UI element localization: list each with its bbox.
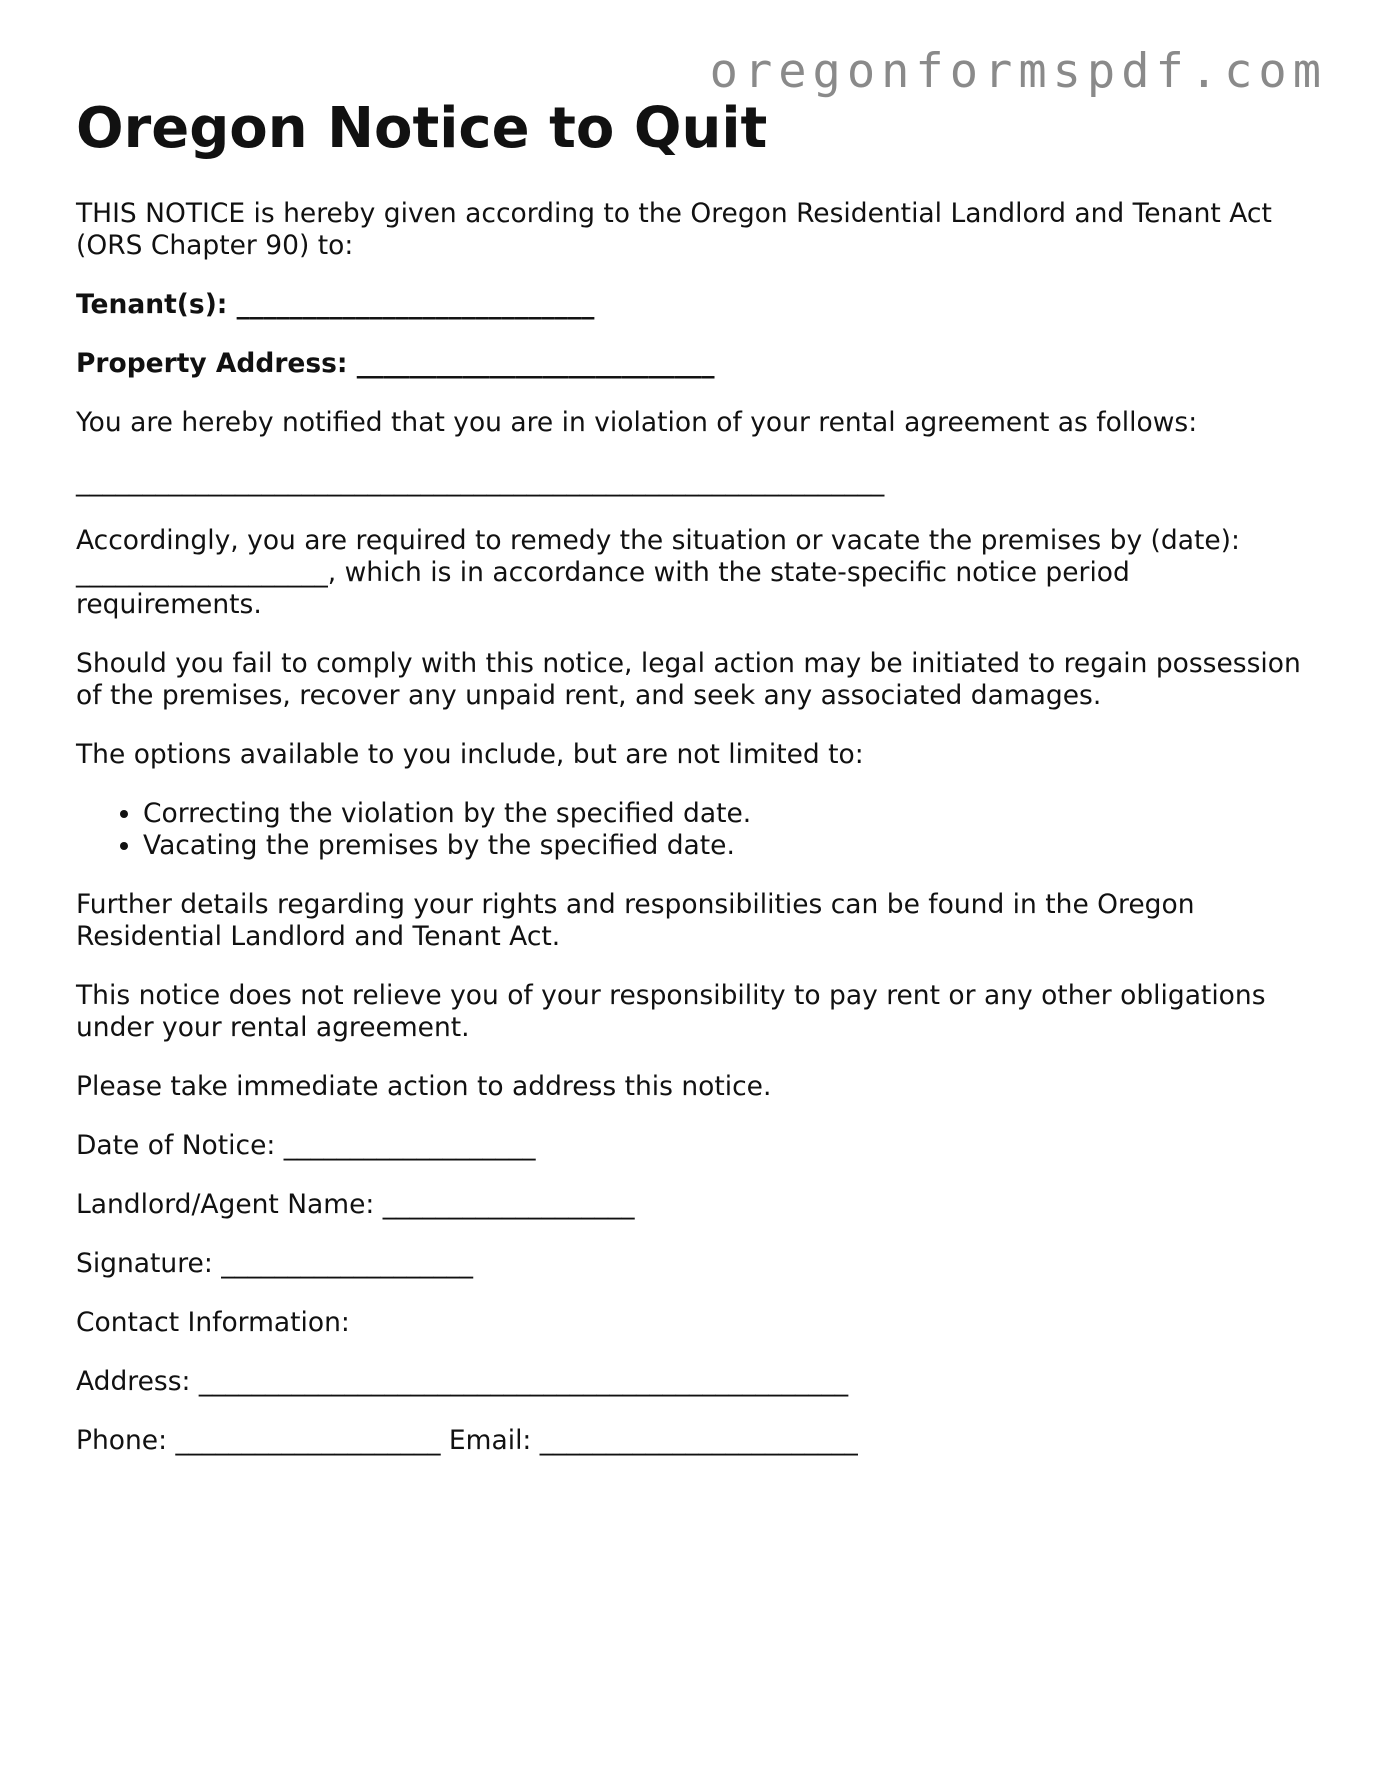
- signature-blank[interactable]: ___________________: [221, 1248, 473, 1279]
- address-label: Address:: [76, 1366, 191, 1397]
- intro-paragraph: THIS NOTICE is hereby given according to the Oregon Residential Landlord and Tenant Act (ORS Chapter 90) to:: [76, 198, 1272, 261]
- remedy-paragraph: [76, 525, 1316, 621]
- phone-blank[interactable]: ____________________: [175, 1425, 441, 1456]
- contact-heading: Contact Information:: [76, 1307, 350, 1338]
- signature-field: [76, 1248, 1316, 1280]
- phone-email-field: [76, 1425, 1316, 1457]
- date-of-notice-field: [76, 1130, 1316, 1162]
- phone-label: Phone:: [76, 1425, 168, 1456]
- not-relieve-paragraph: This notice does not relieve you of your responsibility to pay rent or any other obligations under your rental agreement.: [76, 980, 1266, 1043]
- landlord-name-field: [76, 1189, 1316, 1221]
- page-title: Oregon Notice to Quit: [76, 96, 768, 161]
- date-of-notice-blank[interactable]: ___________________: [283, 1130, 536, 1161]
- landlord-name-blank[interactable]: ___________________: [382, 1189, 635, 1220]
- notice-document: [76, 96, 1316, 1484]
- property-address-field: [76, 348, 1316, 380]
- list-item: • Correcting the violation by the specified date.: [143, 798, 1316, 830]
- remedy-text-before: Accordingly, you are required to remedy the situation or vacate the premises by (date):: [76, 525, 1240, 556]
- property-address-blank[interactable]: ___________________________: [356, 348, 715, 379]
- violation-blank[interactable]: _____________________________________________________________: [76, 466, 885, 497]
- list-item: • Vacating the premises by the specified date.: [143, 830, 1316, 862]
- tenant-field: [76, 289, 1316, 321]
- legal-action-paragraph: Should you fail to comply with this notice, legal action may be initiated to regain possession of the premises, recover any unpaid rent, and seek any associated damages.: [76, 648, 1301, 711]
- email-label: Email:: [448, 1425, 532, 1456]
- property-address-label: Property Address:: [76, 348, 348, 379]
- address-field: [76, 1366, 1316, 1398]
- options-intro: The options available to you include, but are not limited to:: [76, 739, 864, 770]
- landlord-name-label: Landlord/Agent Name:: [76, 1189, 375, 1220]
- remedy-date-blank[interactable]: ___________________: [76, 557, 328, 588]
- violation-intro: You are hereby notified that you are in violation of your rental agreement as follows:: [76, 407, 1198, 438]
- immediate-action-paragraph: Please take immediate action to address this notice.: [76, 1071, 772, 1102]
- signature-label: Signature:: [76, 1248, 213, 1279]
- watermark-text: oregonformspdf.com: [709, 44, 1327, 99]
- date-of-notice-label: Date of Notice:: [76, 1130, 276, 1161]
- further-details-paragraph: Further details regarding your rights and responsibilities can be found in the Oregon Residential Landlord and Tenant Act.: [76, 889, 1195, 952]
- address-blank[interactable]: _________________________________________________: [198, 1366, 849, 1397]
- tenant-blank[interactable]: ___________________________: [236, 289, 595, 320]
- options-list: [76, 798, 1316, 862]
- email-blank[interactable]: ________________________: [539, 1425, 858, 1456]
- tenant-label: Tenant(s):: [76, 289, 228, 320]
- remedy-text-after: , which is in accordance with the state-specific notice period requirements.: [76, 557, 1130, 620]
